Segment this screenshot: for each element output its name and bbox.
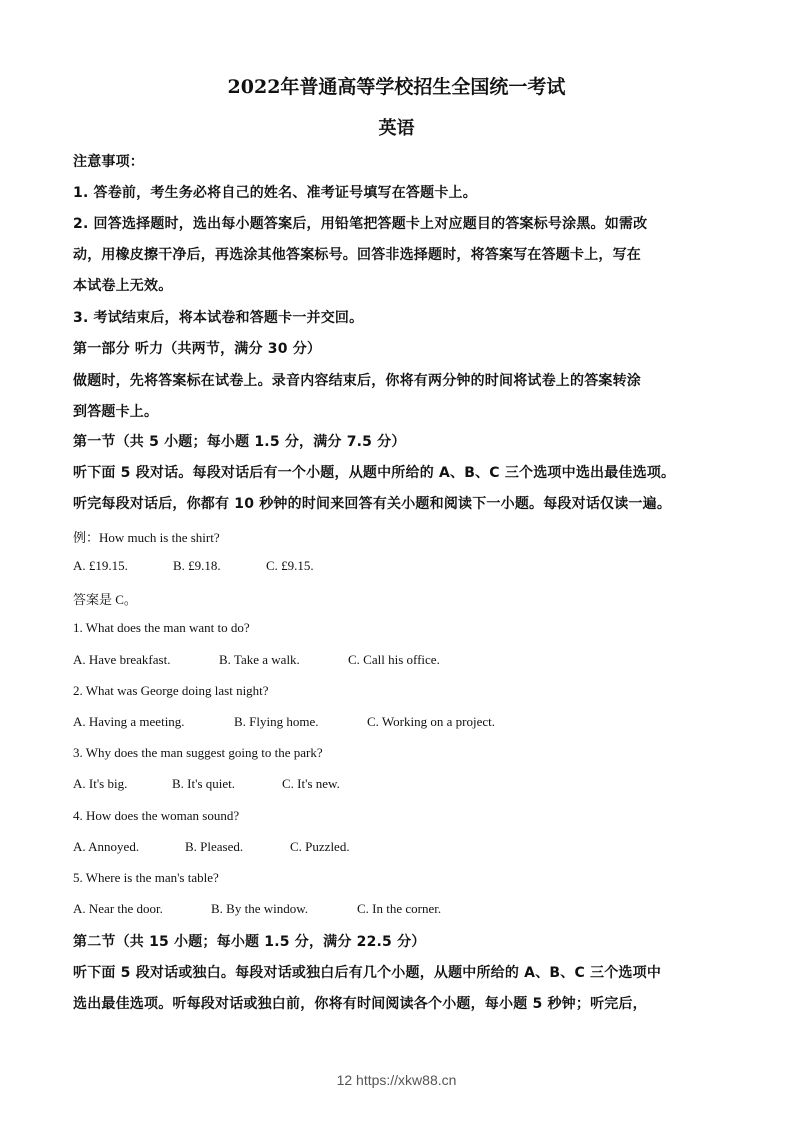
option-c: C. Working on a project. xyxy=(367,714,495,729)
example-options xyxy=(73,558,733,574)
notice-item-3: 3. 考试结束后，将本试卷和答题卡一并交回。 xyxy=(73,310,364,326)
example-question: 例：How much is the shirt? xyxy=(73,530,220,545)
option-c: C. It's new. xyxy=(282,776,340,791)
question-2: 2. What was George doing last night? xyxy=(73,683,269,698)
option-a: A. It's big. xyxy=(73,776,128,791)
option-b: B. Flying home. xyxy=(234,714,319,729)
option-b: B. By the window. xyxy=(211,901,309,916)
option-b: B. It's quiet. xyxy=(172,776,236,791)
notice-item-2-line-2: 动，用橡皮擦干净后，再选涂其他答案标号。回答非选择题时，将答案写在答题卡上，写在 xyxy=(73,247,641,263)
exam-title: 2022年普通高等学校招生全国统一考试 xyxy=(227,76,566,98)
option-a: A. £19.15. xyxy=(73,558,128,573)
subject-title: 英语 xyxy=(378,118,415,139)
section2-desc-line-1: 听下面 5 段对话或独白。每段对话或独白后有几个小题，从题中所给的 A、B、C 三个选项中 xyxy=(73,965,662,981)
question-3-options xyxy=(73,776,733,792)
section1-desc-line-1: 听下面 5 段对话。每段对话后有一个小题，从题中所给的 A、B、C 三个选项中选出最佳选项。 xyxy=(73,465,676,481)
notice-item-1: 1. 答卷前，考生务必将自己的姓名、准考证号填写在答题卡上。 xyxy=(73,185,477,201)
question-1: 1. What does the man want to do? xyxy=(73,620,250,635)
part1-desc-line-2: 到答题卡上。 xyxy=(73,404,159,420)
part1-heading: 第一部分 听力（共两节，满分 30 分） xyxy=(73,341,322,357)
notice-item-2-line-3: 本试卷上无效。 xyxy=(73,278,173,294)
question-2-options xyxy=(73,714,733,730)
section2-desc-line-2: 选出最佳选项。听每段对话或独白前，你将有时间阅读各个小题，每小题 5 秒钟；听完后， xyxy=(73,996,647,1012)
question-4-options xyxy=(73,839,733,855)
option-b: B. Pleased. xyxy=(185,839,244,854)
option-c: C. Puzzled. xyxy=(290,839,350,854)
option-a: A. Have breakfast. xyxy=(73,652,171,667)
part1-desc-line-1: 做题时，先将答案标在试卷上。录音内容结束后，你将有两分钟的时间将试卷上的答案转涂 xyxy=(73,373,641,389)
option-c: C. £9.15. xyxy=(266,558,314,573)
question-5: 5. Where is the man's table? xyxy=(73,870,219,885)
notice-item-2-line-1: 2. 回答选择题时，选出每小题答案后，用铅笔把答题卡上对应题目的答案标号涂黑。如需改 xyxy=(73,216,648,232)
page-footer: 12 https://xkw88.cn xyxy=(336,1072,457,1088)
question-4: 4. How does the woman sound? xyxy=(73,808,240,823)
option-b: B. £9.18. xyxy=(173,558,221,573)
question-3: 3. Why does the man suggest going to the park? xyxy=(73,745,323,760)
option-c: C. Call his office. xyxy=(348,652,440,667)
option-a: A. Near the door. xyxy=(73,901,163,916)
section1-heading: 第一节（共 5 小题；每小题 1.5 分，满分 7.5 分） xyxy=(73,434,406,450)
section1-desc-line-2: 听完每段对话后，你都有 10 秒钟的时间来回答有关小题和阅读下一小题。每段对话仅读一遍。 xyxy=(73,496,672,512)
option-c: C. In the corner. xyxy=(357,901,442,916)
question-5-options xyxy=(73,901,733,917)
question-1-options xyxy=(73,652,733,668)
option-a: A. Having a meeting. xyxy=(73,714,185,729)
option-b: B. Take a walk. xyxy=(219,652,300,667)
example-answer: 答案是 C。 xyxy=(73,592,137,607)
notice-heading: 注意事项： xyxy=(73,154,144,170)
section2-heading: 第二节（共 15 小题；每小题 1.5 分，满分 22.5 分） xyxy=(73,934,426,950)
option-a: A. Annoyed. xyxy=(73,839,140,854)
